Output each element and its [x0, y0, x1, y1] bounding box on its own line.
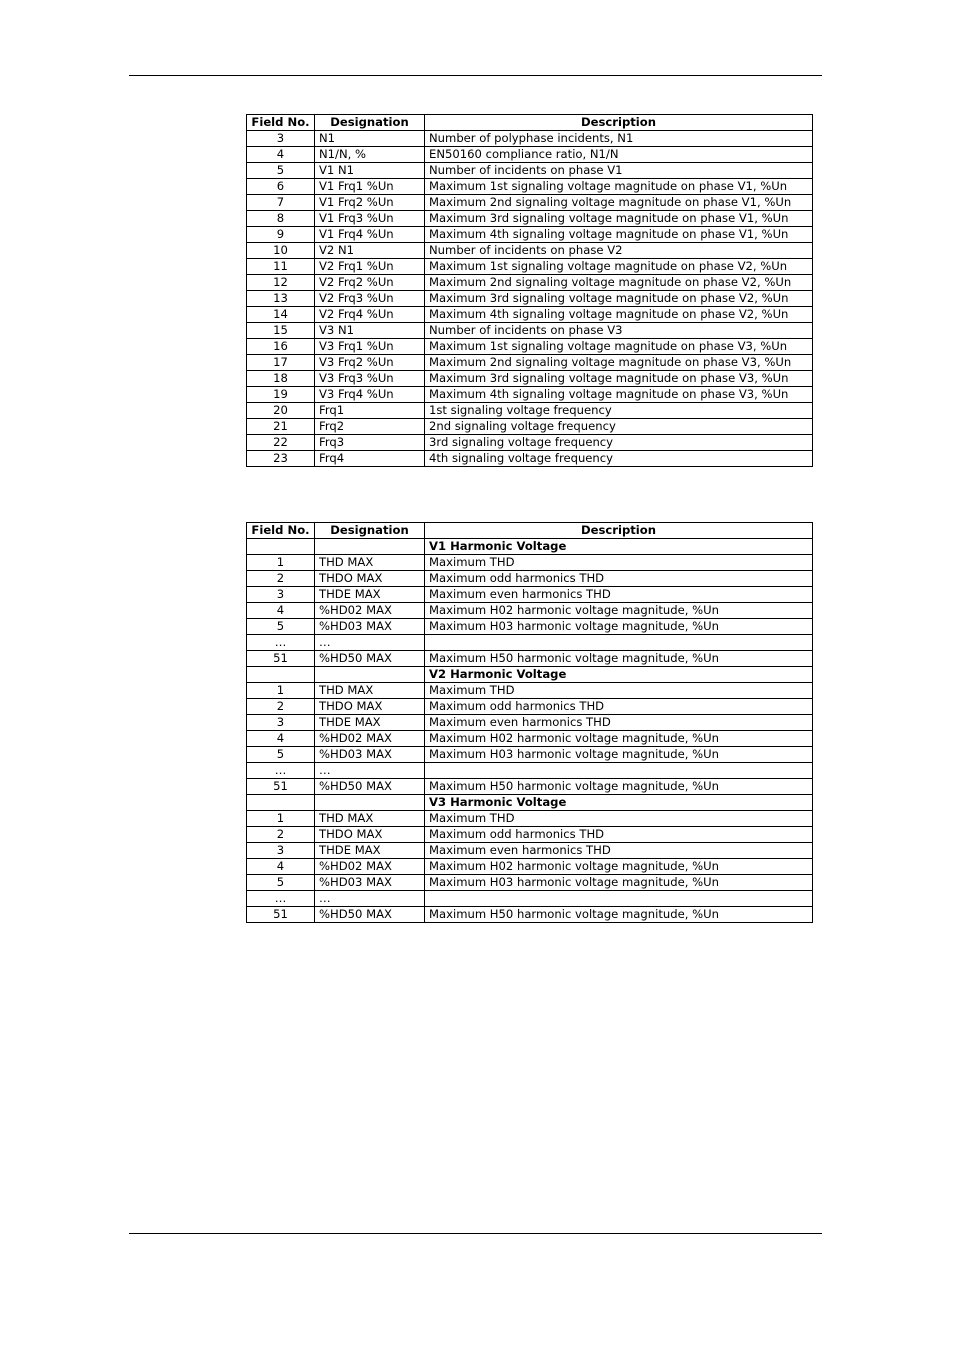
table-row — [247, 147, 813, 163]
field-no-cell: 4 — [247, 731, 315, 747]
description-cell: Maximum 2nd signaling voltage magnitude on phase V1, %Un — [425, 195, 813, 211]
table-header-row — [247, 523, 813, 539]
description-cell: Maximum even harmonics THD — [425, 843, 813, 859]
field-no-cell: 3 — [247, 715, 315, 731]
designation-cell: Frq3 — [315, 435, 425, 451]
field-no-cell: 22 — [247, 435, 315, 451]
description-cell: Number of polyphase incidents, N1 — [425, 131, 813, 147]
designation-cell: %HD50 MAX — [315, 907, 425, 923]
field-no-cell: 5 — [247, 163, 315, 179]
description-cell: Number of incidents on phase V3 — [425, 323, 813, 339]
field-no-cell: 16 — [247, 339, 315, 355]
table-row — [247, 747, 813, 763]
designation-cell: THDE MAX — [315, 715, 425, 731]
section-row — [247, 667, 813, 683]
table-row — [247, 571, 813, 587]
field-no-cell — [247, 795, 315, 811]
description-cell: Maximum 3rd signaling voltage magnitude on phase V2, %Un — [425, 291, 813, 307]
designation-cell: V3 Frq4 %Un — [315, 387, 425, 403]
table-row — [247, 651, 813, 667]
description-cell: Maximum H02 harmonic voltage magnitude, %Un — [425, 859, 813, 875]
description-cell: Maximum H03 harmonic voltage magnitude, %Un — [425, 747, 813, 763]
designation-cell: V3 Frq2 %Un — [315, 355, 425, 371]
description-cell: Maximum 4th signaling voltage magnitude on phase V1, %Un — [425, 227, 813, 243]
table-row — [247, 827, 813, 843]
designation-cell: V1 Frq1 %Un — [315, 179, 425, 195]
table-row — [247, 731, 813, 747]
description-cell: Maximum 1st signaling voltage magnitude on phase V2, %Un — [425, 259, 813, 275]
table-row — [247, 355, 813, 371]
table-row — [247, 339, 813, 355]
table-row — [247, 715, 813, 731]
field-no-cell: 4 — [247, 147, 315, 163]
field-no-cell: 11 — [247, 259, 315, 275]
table-row — [247, 843, 813, 859]
table-row — [247, 907, 813, 923]
field-no-cell: … — [247, 891, 315, 907]
description-cell: Maximum even harmonics THD — [425, 587, 813, 603]
table-row — [247, 243, 813, 259]
field-no-cell: 5 — [247, 875, 315, 891]
designation-cell: V2 Frq1 %Un — [315, 259, 425, 275]
description-cell: Maximum even harmonics THD — [425, 715, 813, 731]
designation-cell: V2 Frq2 %Un — [315, 275, 425, 291]
designation-cell: THDO MAX — [315, 699, 425, 715]
description-cell: Maximum THD — [425, 683, 813, 699]
field-no-cell: 1 — [247, 555, 315, 571]
designation-cell: %HD03 MAX — [315, 747, 425, 763]
field-no-cell: … — [247, 635, 315, 651]
field-no-cell: 13 — [247, 291, 315, 307]
column-header-description: Description — [425, 115, 813, 131]
field-no-cell: 4 — [247, 859, 315, 875]
column-header-designation: Designation — [315, 115, 425, 131]
designation-cell: V3 Frq3 %Un — [315, 371, 425, 387]
designation-cell: … — [315, 763, 425, 779]
designation-cell — [315, 539, 425, 555]
section-row — [247, 795, 813, 811]
table-row — [247, 211, 813, 227]
designation-cell: … — [315, 635, 425, 651]
table-header-row — [247, 115, 813, 131]
table-row — [247, 779, 813, 795]
column-header-field-no: Field No. — [247, 523, 315, 539]
table-row — [247, 891, 813, 907]
table-row — [247, 635, 813, 651]
table-row — [247, 555, 813, 571]
field-no-cell: … — [247, 763, 315, 779]
description-cell: Maximum H03 harmonic voltage magnitude, %Un — [425, 875, 813, 891]
field-no-cell: 1 — [247, 811, 315, 827]
field-no-cell: 6 — [247, 179, 315, 195]
description-cell: Maximum 4th signaling voltage magnitude on phase V2, %Un — [425, 307, 813, 323]
description-cell: Maximum 1st signaling voltage magnitude on phase V1, %Un — [425, 179, 813, 195]
designation-cell: THDO MAX — [315, 827, 425, 843]
description-cell: 2nd signaling voltage frequency — [425, 419, 813, 435]
column-header-designation: Designation — [315, 523, 425, 539]
description-cell: Maximum 2nd signaling voltage magnitude on phase V2, %Un — [425, 275, 813, 291]
table-row — [247, 131, 813, 147]
field-no-cell: 10 — [247, 243, 315, 259]
description-cell — [425, 635, 813, 651]
field-no-cell: 19 — [247, 387, 315, 403]
table-row — [247, 859, 813, 875]
description-cell: V3 Harmonic Voltage — [425, 795, 813, 811]
field-no-cell: 3 — [247, 843, 315, 859]
table-row — [247, 875, 813, 891]
description-cell: Maximum H50 harmonic voltage magnitude, %Un — [425, 779, 813, 795]
field-no-cell: 3 — [247, 131, 315, 147]
signaling-voltage-fields-table — [246, 114, 813, 467]
section-row — [247, 539, 813, 555]
table-row — [247, 163, 813, 179]
table-row — [247, 371, 813, 387]
designation-cell: THDE MAX — [315, 587, 425, 603]
description-cell: Number of incidents on phase V2 — [425, 243, 813, 259]
designation-cell: … — [315, 891, 425, 907]
description-cell: Maximum odd harmonics THD — [425, 699, 813, 715]
table-row — [247, 275, 813, 291]
field-no-cell: 2 — [247, 699, 315, 715]
description-cell: Maximum H02 harmonic voltage magnitude, %Un — [425, 731, 813, 747]
field-no-cell: 1 — [247, 683, 315, 699]
table-row — [247, 195, 813, 211]
table-row — [247, 307, 813, 323]
description-cell: Number of incidents on phase V1 — [425, 163, 813, 179]
field-no-cell: 9 — [247, 227, 315, 243]
description-cell: Maximum H02 harmonic voltage magnitude, %Un — [425, 603, 813, 619]
designation-cell: V3 Frq1 %Un — [315, 339, 425, 355]
table-row — [247, 227, 813, 243]
description-cell: Maximum H50 harmonic voltage magnitude, %Un — [425, 907, 813, 923]
designation-cell: V1 Frq3 %Un — [315, 211, 425, 227]
description-cell: EN50160 compliance ratio, N1/N — [425, 147, 813, 163]
description-cell: 3rd signaling voltage frequency — [425, 435, 813, 451]
field-no-cell: 51 — [247, 651, 315, 667]
table-row — [247, 323, 813, 339]
designation-cell: THD MAX — [315, 555, 425, 571]
harmonic-voltage-fields-table — [246, 522, 813, 923]
description-cell: Maximum THD — [425, 555, 813, 571]
description-cell: Maximum THD — [425, 811, 813, 827]
table-row — [247, 179, 813, 195]
table-row — [247, 699, 813, 715]
table-row — [247, 435, 813, 451]
field-no-cell: 3 — [247, 587, 315, 603]
designation-cell — [315, 795, 425, 811]
table-row — [247, 403, 813, 419]
description-cell — [425, 891, 813, 907]
table-row — [247, 587, 813, 603]
field-no-cell: 21 — [247, 419, 315, 435]
table-row — [247, 603, 813, 619]
description-cell: Maximum 4th signaling voltage magnitude on phase V3, %Un — [425, 387, 813, 403]
field-no-cell: 5 — [247, 747, 315, 763]
table-row — [247, 387, 813, 403]
description-cell: 1st signaling voltage frequency — [425, 403, 813, 419]
designation-cell: %HD03 MAX — [315, 619, 425, 635]
designation-cell: V2 N1 — [315, 243, 425, 259]
designation-cell: THD MAX — [315, 683, 425, 699]
description-cell — [425, 763, 813, 779]
table-row — [247, 619, 813, 635]
table-row — [247, 811, 813, 827]
designation-cell: Frq2 — [315, 419, 425, 435]
description-cell: 4th signaling voltage frequency — [425, 451, 813, 467]
table-row — [247, 259, 813, 275]
column-header-field-no: Field No. — [247, 115, 315, 131]
designation-cell: Frq1 — [315, 403, 425, 419]
field-no-cell — [247, 539, 315, 555]
field-no-cell: 12 — [247, 275, 315, 291]
field-no-cell: 17 — [247, 355, 315, 371]
table-row — [247, 683, 813, 699]
table-row — [247, 451, 813, 467]
designation-cell: THD MAX — [315, 811, 425, 827]
designation-cell: V1 N1 — [315, 163, 425, 179]
designation-cell: Frq4 — [315, 451, 425, 467]
table-row — [247, 419, 813, 435]
description-cell: Maximum odd harmonics THD — [425, 827, 813, 843]
field-no-cell: 2 — [247, 827, 315, 843]
description-cell: V1 Harmonic Voltage — [425, 539, 813, 555]
designation-cell: %HD02 MAX — [315, 731, 425, 747]
designation-cell: V2 Frq4 %Un — [315, 307, 425, 323]
designation-cell: V1 Frq2 %Un — [315, 195, 425, 211]
description-cell: Maximum 3rd signaling voltage magnitude on phase V3, %Un — [425, 371, 813, 387]
designation-cell: V2 Frq3 %Un — [315, 291, 425, 307]
footer-rule — [129, 1233, 822, 1234]
field-no-cell: 18 — [247, 371, 315, 387]
field-no-cell: 20 — [247, 403, 315, 419]
field-no-cell — [247, 667, 315, 683]
designation-cell: N1 — [315, 131, 425, 147]
field-no-cell: 51 — [247, 907, 315, 923]
column-header-description: Description — [425, 523, 813, 539]
field-no-cell: 8 — [247, 211, 315, 227]
designation-cell: THDE MAX — [315, 843, 425, 859]
description-cell: Maximum 1st signaling voltage magnitude on phase V3, %Un — [425, 339, 813, 355]
designation-cell: %HD03 MAX — [315, 875, 425, 891]
description-cell: Maximum H50 harmonic voltage magnitude, %Un — [425, 651, 813, 667]
field-no-cell: 23 — [247, 451, 315, 467]
designation-cell: V3 N1 — [315, 323, 425, 339]
field-no-cell: 5 — [247, 619, 315, 635]
designation-cell — [315, 667, 425, 683]
field-no-cell: 7 — [247, 195, 315, 211]
field-no-cell: 4 — [247, 603, 315, 619]
header-rule — [129, 75, 822, 76]
field-no-cell: 51 — [247, 779, 315, 795]
table-row — [247, 763, 813, 779]
description-cell: V2 Harmonic Voltage — [425, 667, 813, 683]
designation-cell: %HD02 MAX — [315, 603, 425, 619]
designation-cell: %HD50 MAX — [315, 651, 425, 667]
description-cell: Maximum H03 harmonic voltage magnitude, %Un — [425, 619, 813, 635]
field-no-cell: 14 — [247, 307, 315, 323]
designation-cell: %HD02 MAX — [315, 859, 425, 875]
designation-cell: V1 Frq4 %Un — [315, 227, 425, 243]
field-no-cell: 15 — [247, 323, 315, 339]
designation-cell: %HD50 MAX — [315, 779, 425, 795]
table-row — [247, 291, 813, 307]
field-no-cell: 2 — [247, 571, 315, 587]
designation-cell: THDO MAX — [315, 571, 425, 587]
description-cell: Maximum 3rd signaling voltage magnitude on phase V1, %Un — [425, 211, 813, 227]
designation-cell: N1/N, % — [315, 147, 425, 163]
description-cell: Maximum 2nd signaling voltage magnitude on phase V3, %Un — [425, 355, 813, 371]
description-cell: Maximum odd harmonics THD — [425, 571, 813, 587]
